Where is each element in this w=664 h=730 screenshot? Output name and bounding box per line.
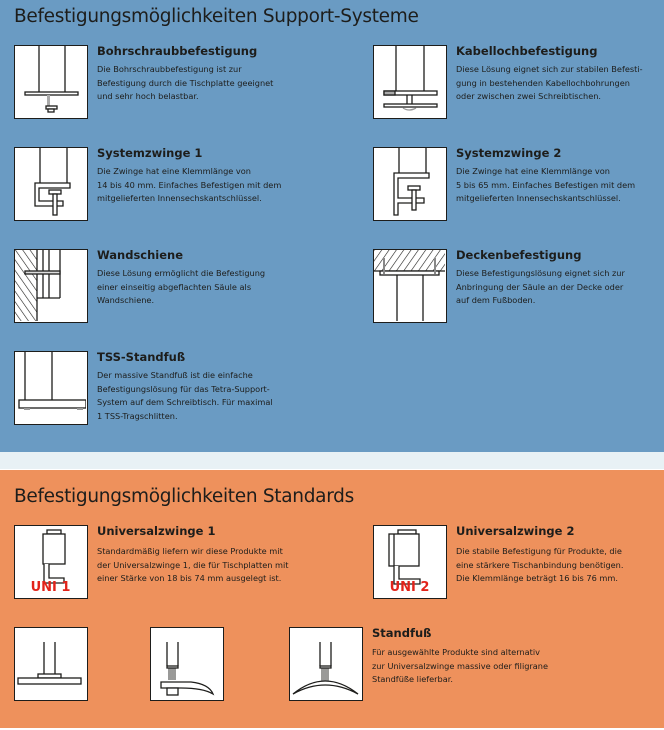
clamp-1-icon xyxy=(14,147,88,221)
item-title: Universalzwinge 1 xyxy=(97,524,216,538)
item-description: Die stabile Befestigung für Produkte, die eine stärkere Tischanbindung benötigen. Die Klemmlänge beträgt 16 bis 76 mm. xyxy=(456,546,624,583)
standards-section-title: Befestigungsmöglichkeiten Standards xyxy=(14,486,354,507)
item-title: Systemzwinge 1 xyxy=(97,146,203,160)
item-title: Universalzwinge 2 xyxy=(456,524,575,538)
item-description: Die Zwinge hat eine Klemmlänge von 14 bis 40 mm. Einfaches Befestigen mit dem mitgelieferten Innensechskantschlüssel. xyxy=(97,166,282,203)
cable-hole-mount-icon xyxy=(373,45,447,119)
item-title: Standfuß xyxy=(372,626,432,640)
wall-rail-icon xyxy=(14,249,88,323)
universal-clamp-2-icon xyxy=(373,525,447,599)
section-divider xyxy=(0,452,664,469)
item-description: Standardmäßig liefern wir diese Produkte mit der Universalzwinge 1, die für Tischplatten mit einer Stärke von 18 bis 74 mm ausgelegt ist. xyxy=(97,546,289,583)
item-description: Für ausgewählte Produkte sind alternativ zur Universalzwinge massive oder filigrane Standfüße lieferbar. xyxy=(372,647,549,684)
item-description: Diese Befestigungslösung eignet sich zur Anbringung der Säule an der Decke oder auf dem Fußboden. xyxy=(456,268,625,305)
universal-clamp-1-icon xyxy=(14,525,88,599)
drill-screw-mount-icon xyxy=(14,45,88,119)
item-title: Kabellochbefestigung xyxy=(456,44,598,58)
item-title: Deckenbefestigung xyxy=(456,248,582,262)
curved-base-front-icon xyxy=(289,627,363,701)
item-title: TSS-Standfuß xyxy=(97,350,186,364)
item-description: Der massive Standfuß ist die einfache Befestigungslösung für das Tetra-Support- System auf dem Schreibtisch. Für maximal 1 TSS-Tragschlitten. xyxy=(97,370,273,421)
clamp-2-icon xyxy=(373,147,447,221)
item-description: Die Bohrschraubbefestigung ist zur Befestigung durch die Tischplatte geeignet und sehr hoch belastbar. xyxy=(97,64,274,101)
item-description: Diese Lösung ermöglicht die Befestigung einer einseitig abgeflachten Säule als Wandschiene. xyxy=(97,268,266,305)
support-section-title: Befestigungsmöglichkeiten Support-Systeme xyxy=(14,6,419,27)
item-title: Wandschiene xyxy=(97,248,184,262)
item-description: Diese Lösung eignet sich zur stabilen Befesti- gung in bestehenden Kabellochbohrungen oder zwischen zwei Schreibtischen. xyxy=(456,64,643,101)
uni-2-badge: UNI 2 xyxy=(389,580,430,595)
uni-1-badge: UNI 1 xyxy=(30,580,71,595)
curved-base-side-icon xyxy=(150,627,224,701)
item-title: Systemzwinge 2 xyxy=(456,146,562,160)
item-title: Bohrschraubbefestigung xyxy=(97,44,258,58)
ceiling-mount-icon xyxy=(373,249,447,323)
item-description: Die Zwinge hat eine Klemmlänge von 5 bis 65 mm. Einfaches Befestigen mit dem mitgelieferten Innensechskantschlüssel. xyxy=(456,166,636,203)
flat-base-icon xyxy=(14,627,88,701)
tss-base-icon xyxy=(14,351,88,425)
